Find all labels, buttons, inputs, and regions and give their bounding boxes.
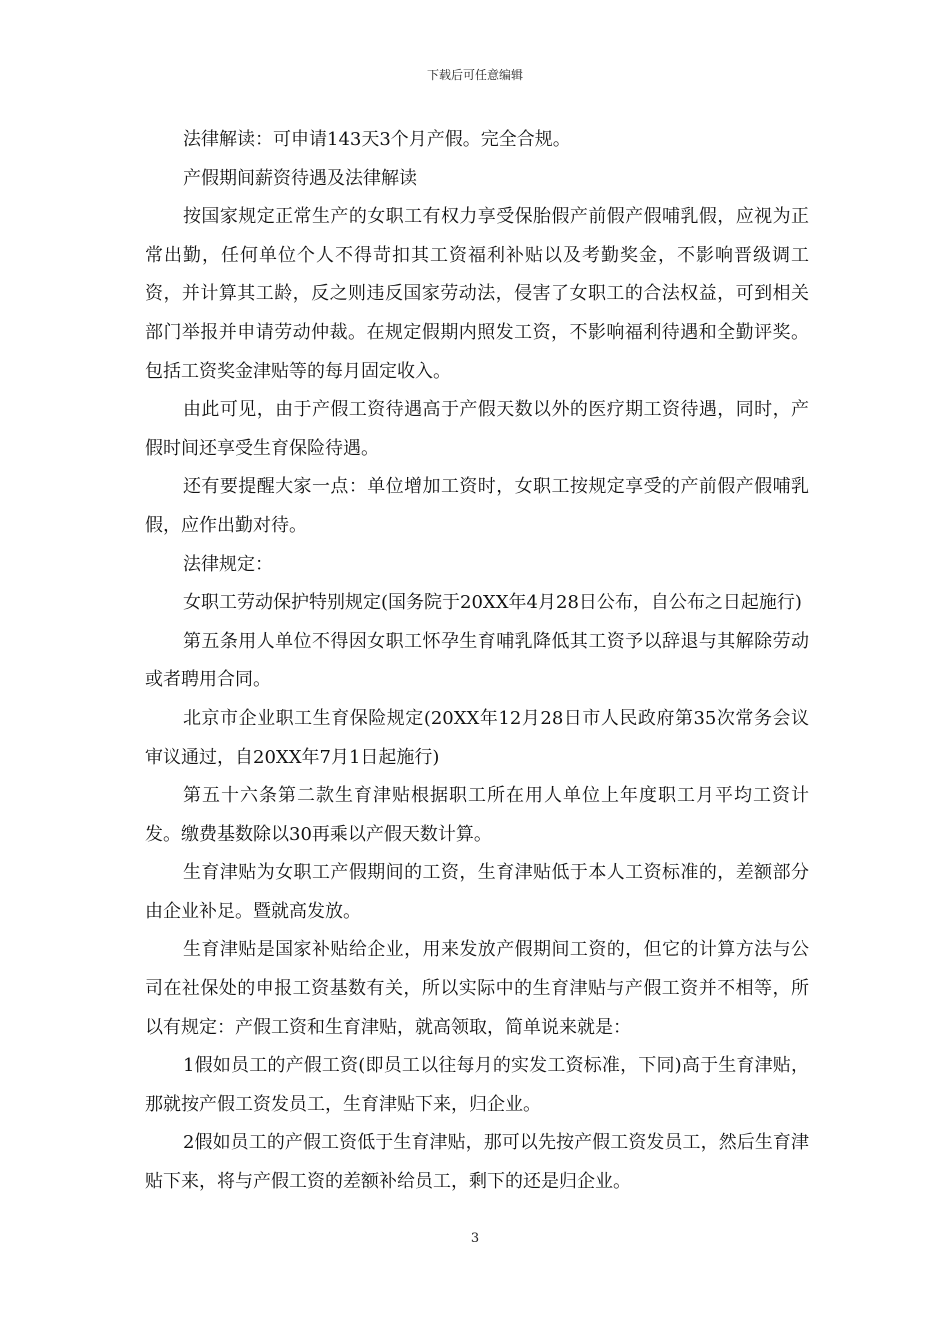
paragraph: 法律规定： [183,553,273,575]
page-number: 3 [470,1231,480,1246]
paragraph: 生育津贴为女职工产假期间的工资，生育津贴低于本人工资标准的，差额部分由企业补足。暨就高发放。 [145,862,809,922]
paragraph: 2假如员工的产假工资低于生育津贴，那可以先按产假工资发员工，然后生育津贴下来，将与产假工资的差额补给员工，剩下的还是归企业。 [145,1132,809,1193]
paragraph: 女职工劳动保护特别规定(国务院于20XX年4月28日公布，自公布之日起施行) [183,592,802,614]
paragraph: 生育津贴是国家补贴给企业，用来发放产假期间工资的，但它的计算方法与公司在社保处的申报工资基数有关，所以实际中的生育津贴与产假工资并不相等，所以有规定：产假工资和生育津贴，就高领取，简单说来就是： [145,939,809,1038]
paragraph: 第五十六条第二款生育津贴根据职工所在用人单位上年度职工月平均工资计发。缴费基数除以30再乘以产假天数计算。 [145,785,809,845]
paragraph: 法律解读：可申请143天3个月产假。完全合规。 [183,129,571,150]
document-body [145,121,809,1202]
paragraph: 1假如员工的产假工资(即员工以往每月的实发工资标准，下同)高于生育津贴，那就按产假工资发员工，生育津贴下来，归企业。 [145,1055,809,1115]
paragraph: 按国家规定正常生产的女职工有权力享受保胎假产前假产假哺乳假，应视为正常出勤，任何单位个人不得苛扣其工资福利补贴以及考勤奖金，不影响晋级调工资，并计算其工龄，反之则违反国家劳动法，侵害了女职工的合法权益，可到相关部门举报并申请劳动仲裁。在规定假期内照发工资，不影响福利待遇和全勤评奖。包括工资奖金津贴等的每月固定收入。 [145,206,809,382]
paragraph: 第五条用人单位不得因女职工怀孕生育哺乳降低其工资予以辞退与其解除劳动或者聘用合同。 [145,630,809,691]
paragraph: 还有要提醒大家一点：单位增加工资时，女职工按规定享受的产前假产假哺乳假，应作出勤对待。 [145,476,809,536]
page-header: 下载后可任意编辑 [426,68,523,82]
paragraph: 由此可见，由于产假工资待遇高于产假天数以外的医疗期工资待遇，同时，产假时间还享受生育保险待遇。 [145,399,809,459]
paragraph: 北京市企业职工生育保险规定(20XX年12月28日市人民政府第35次常务会议审议通过，自20XX年7月1日起施行) [145,707,809,768]
section-heading: 产假期间薪资待遇及法律解读 [183,167,417,189]
